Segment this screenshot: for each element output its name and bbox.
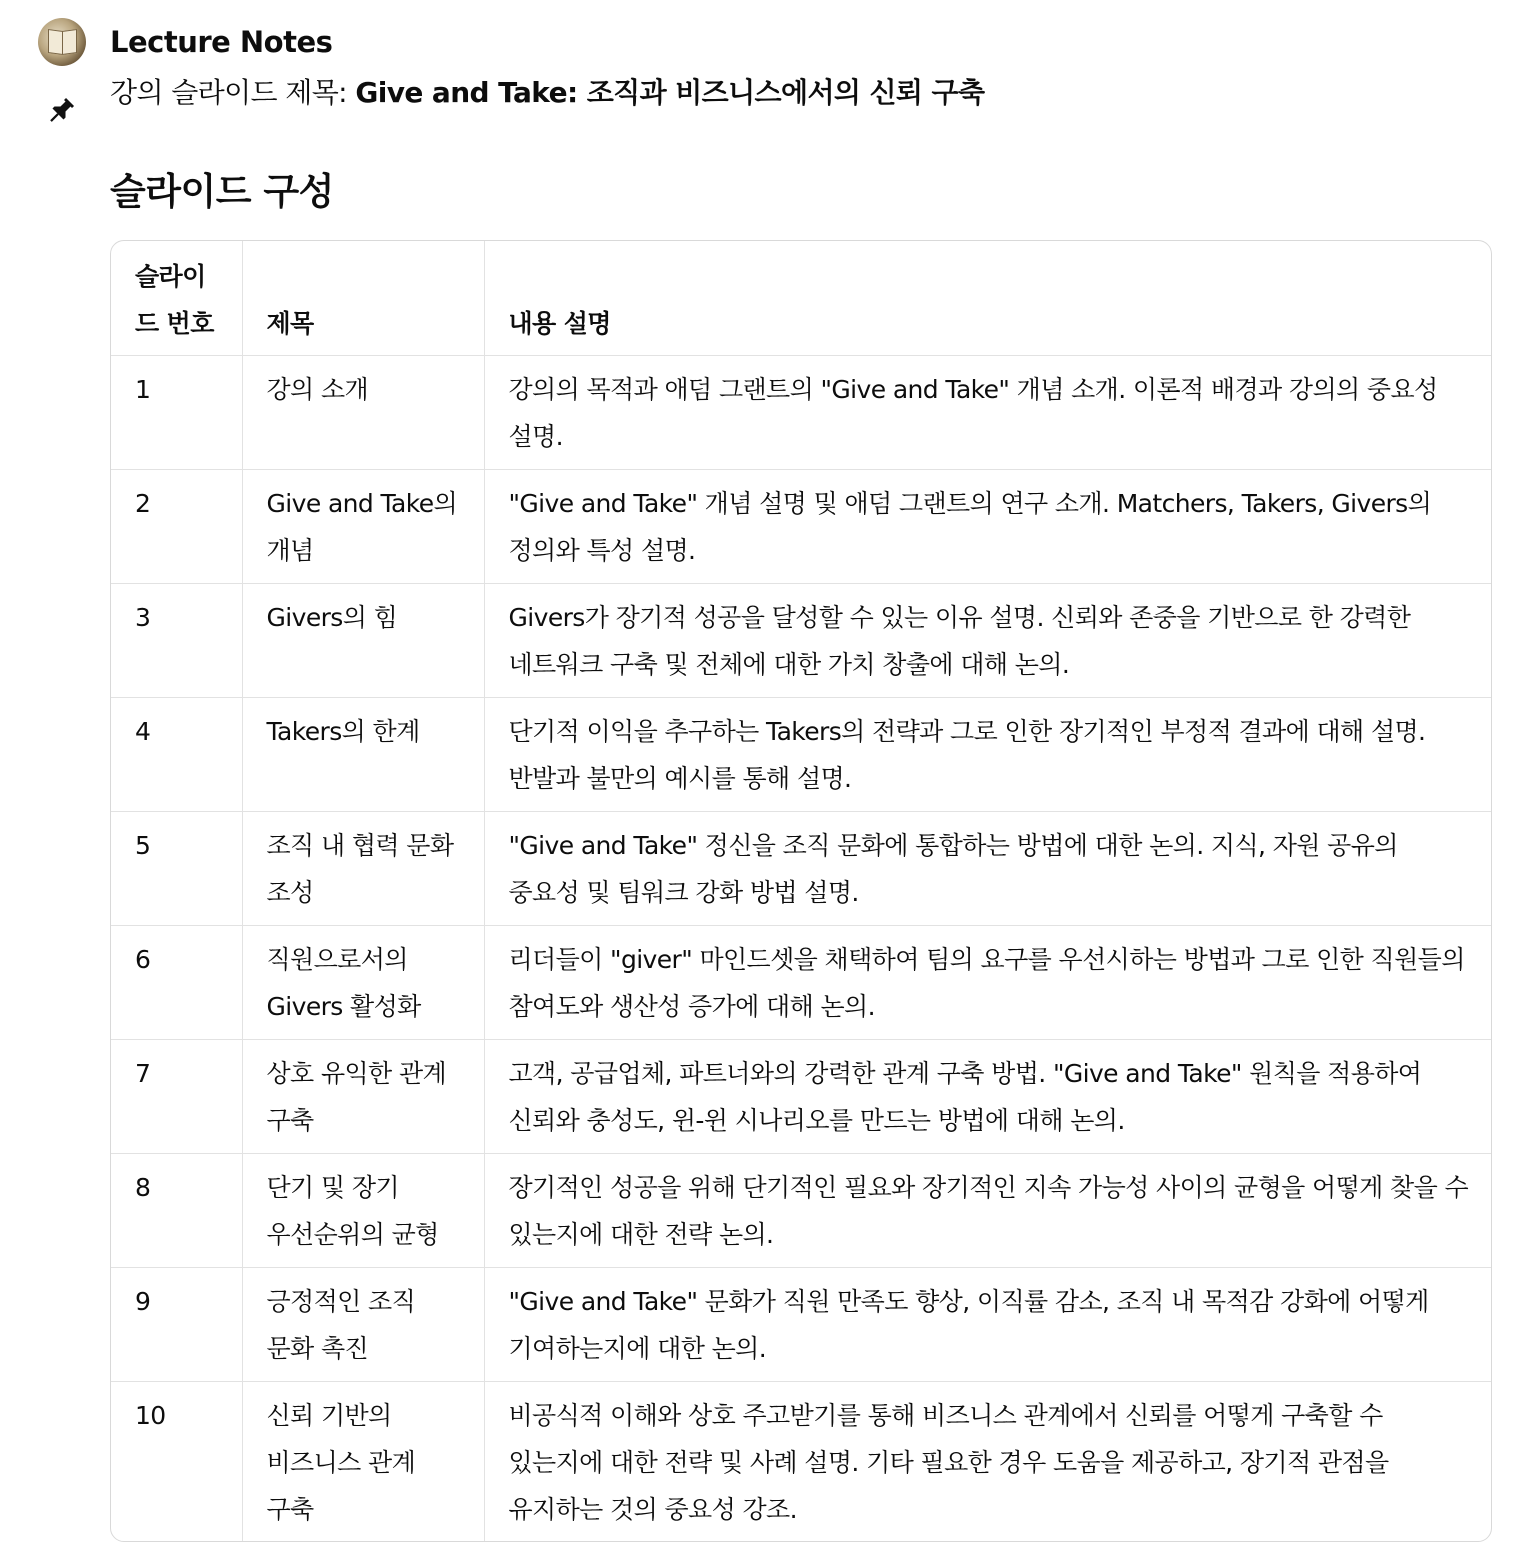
slide-table (111, 241, 1491, 1542)
cell-title: Givers의 힘 (242, 584, 484, 698)
cell-description: 단기적 이익을 추구하는 Takers의 전략과 그로 인한 장기적인 부정적 결과에 대해 설명. 반발과 불만의 예시를 통해 설명. (484, 698, 1491, 812)
cell-title: 상호 유익한 관계 구축 (242, 1040, 484, 1154)
cell-title: 직원으로서의 Givers 활성화 (242, 926, 484, 1040)
cell-title: 조직 내 협력 문화 조성 (242, 812, 484, 926)
cell-slide-number: 2 (111, 470, 242, 584)
cell-slide-number: 4 (111, 698, 242, 812)
cell-slide-number: 6 (111, 926, 242, 1040)
cell-title: Give and Take의 개념 (242, 470, 484, 584)
table-row (111, 1268, 1491, 1382)
cell-title: 긍정적인 조직 문화 촉진 (242, 1268, 484, 1382)
table-row (111, 698, 1491, 812)
header-slide-number: 슬라이드 번호 (111, 241, 242, 356)
cell-description: 고객, 공급업체, 파트너와의 강력한 관계 구축 방법. "Give and Take" 원칙을 적용하여 신뢰와 충성도, 윈-윈 시나리오를 만드는 방법에 대해 논의. (484, 1040, 1491, 1154)
table-row (111, 1154, 1491, 1268)
section-heading: 슬라이드 구성 (110, 170, 334, 213)
cell-slide-number: 9 (111, 1268, 242, 1382)
cell-title: Takers의 한계 (242, 698, 484, 812)
slide-table-container (110, 240, 1492, 1542)
cell-description: "Give and Take" 정신을 조직 문화에 통합하는 방법에 대한 논의. 지식, 자원 공유의 중요성 및 팀워크 강화 방법 설명. (484, 812, 1491, 926)
table-header-row (111, 241, 1491, 356)
table-row (111, 1040, 1491, 1154)
slide-title-line (110, 73, 984, 113)
avatar-page-right (62, 29, 77, 55)
book-avatar-icon[interactable] (38, 18, 86, 66)
cell-description: "Give and Take" 문화가 직원 만족도 향상, 이직률 감소, 조직 내 목적감 강화에 어떻게 기여하는지에 대한 논의. (484, 1268, 1491, 1382)
table-row (111, 812, 1491, 926)
cell-description: 강의의 목적과 애덤 그랜트의 "Give and Take" 개념 소개. 이론적 배경과 강의의 중요성 설명. (484, 356, 1491, 470)
cell-slide-number: 10 (111, 1382, 242, 1543)
cell-title: 강의 소개 (242, 356, 484, 470)
cell-description: 비공식적 이해와 상호 주고받기를 통해 비즈니스 관계에서 신뢰를 어떻게 구축할 수 있는지에 대한 전략 및 사례 설명. 기타 필요한 경우 도움을 제공하고, 장기적 관점을 유지하는 것의 중요성 강조. (508, 1401, 1389, 1524)
table-row (111, 470, 1491, 584)
avatar-page-left (48, 29, 63, 55)
cell-description: 장기적인 성공을 위해 단기적인 필요와 장기적인 지속 가능성 사이의 균형을 어떻게 찾을 수 있는지에 대한 전략 논의. (484, 1154, 1491, 1268)
cell-slide-number: 3 (111, 584, 242, 698)
cell-description: Givers가 장기적 성공을 달성할 수 있는 이유 설명. 신뢰와 존중을 기반으로 한 강력한 네트워크 구축 및 전체에 대한 가치 창출에 대해 논의. (484, 584, 1491, 698)
table-row (111, 926, 1491, 1040)
cell-title: 신뢰 기반의 비즈니스 관계 구축 (242, 1382, 484, 1543)
cell-slide-number: 5 (111, 812, 242, 926)
table-row (111, 356, 1491, 470)
cell-slide-number: 1 (111, 356, 242, 470)
cell-description: 리더들이 "giver" 마인드셋을 채택하여 팀의 요구를 우선시하는 방법과 그로 인한 직원들의 참여도와 생산성 증가에 대해 논의. (484, 926, 1491, 1040)
pushpin-icon[interactable] (44, 94, 78, 128)
slide-title-prefix: 강의 슬라이드 제목: (110, 76, 356, 109)
gpt-name[interactable]: Lecture Notes (110, 25, 333, 59)
slide-title-text: Give and Take: 조직과 비즈니스에서의 신뢰 구축 (355, 76, 985, 109)
cell-slide-number: 8 (111, 1154, 242, 1268)
header-title: 제목 (242, 241, 484, 356)
table-row (111, 1382, 1491, 1543)
cell-description: "Give and Take" 개념 설명 및 애덤 그랜트의 연구 소개. Matchers, Takers, Givers의 정의와 특성 설명. (484, 470, 1491, 584)
cell-slide-number: 7 (111, 1040, 242, 1154)
table-row (111, 584, 1491, 698)
header-description: 내용 설명 (484, 241, 1491, 356)
cell-title: 단기 및 장기 우선순위의 균형 (242, 1154, 484, 1268)
